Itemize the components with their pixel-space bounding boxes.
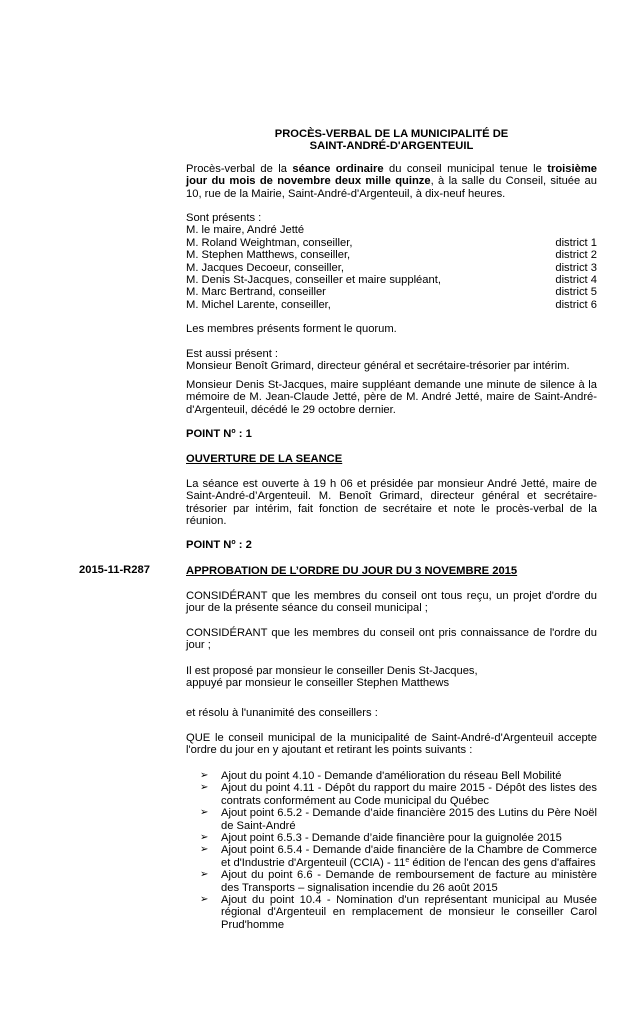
agenda-change-text: Ajout du point 4.10 - Demande d'amélioration du réseau Bell Mobilité [221, 770, 562, 782]
title-line-1: PROCÈS-VERBAL DE LA MUNICIPALITÉ DE [274, 128, 509, 140]
point-2-heading: APPROBATION DE L’ORDRE DU JOUR DU 3 NOVEMBRE 2015 [186, 565, 518, 577]
document-title [186, 128, 597, 153]
member-name: M. Denis St-Jacques, conseiller et maire suppléant, [186, 274, 441, 287]
seconded-by: appuyé par monsieur le conseiller Stephen Matthews [186, 677, 450, 690]
present-heading: Sont présents : [186, 212, 262, 224]
agenda-change-text: Ajout point 6.5.3 - Demande d’aide financière pour la guignolée 2015 [221, 832, 562, 845]
bullet-arrow-icon: ➢ [200, 770, 209, 781]
quorum-text: Les membres présents forment le quorum. [186, 323, 397, 335]
intro-text: du conseil municipal tenue le [383, 163, 548, 175]
agenda-change-item [200, 770, 597, 782]
agenda-change-text: Ajout du point 6.6 - Demande de remboursement de facture au ministère des Transports – signalisation incendie du 26 août 2015 [221, 869, 597, 894]
minute-of-silence: Monsieur Denis St-Jacques, maire suppléant demande une minute de silence à la mémoire de M. Jean-Claude Jetté, père de M. André Jetté, maire de Saint-André-d'Argenteuil, décédé le 29 octobre dernier. [186, 379, 597, 416]
point-1-heading: OUVERTURE DE LA SEANCE [186, 453, 343, 465]
member-district: district 2 [555, 249, 597, 262]
intro-text: , à la salle du Conseil, située au 10, rue de la Mairie, Saint-André-d'Argenteuil, à dix-neuf heures. [186, 175, 597, 200]
considerant-1: CONSIDÉRANT que les membres du conseil ont tous reçu, un projet d'ordre du jour de la présente séance du conseil municipal ; [186, 590, 597, 615]
also-present [186, 348, 597, 373]
intro-bold-date: troisième jour du mois de novembre deux mille quinze [186, 163, 597, 188]
point-label-number: : 1 [235, 428, 252, 440]
member-name: M. Stephen Matthews, conseiller, [186, 249, 351, 262]
present-list [186, 212, 597, 311]
also-present-text: Monsieur Benoît Grimard, directeur général et secrétaire-trésorier par intérim. [186, 360, 570, 373]
member-row [186, 262, 597, 274]
point-label-text: POINT N [186, 539, 232, 551]
member-district: district 5 [555, 286, 597, 299]
agenda-change-item [200, 832, 597, 844]
agenda-change-text: Ajout du point 4.11 - Dépôt du rapport du maire 2015 - Dépôt des listes des contrats conformément au Code municipal du Québec [221, 782, 597, 807]
bullet-arrow-icon: ➢ [200, 894, 209, 906]
agenda-change-item [200, 894, 597, 931]
member-district: district 3 [555, 261, 597, 274]
member-row [186, 249, 597, 261]
agenda-change-text: Ajout point 6.5.2 - Demande d’aide financière 2015 des Lutins du Père Noël de Saint-André [221, 807, 597, 832]
point-label-sup: o [231, 428, 236, 435]
member-district: district 4 [555, 274, 597, 287]
point-label-text: POINT N [186, 428, 232, 440]
member-name: M. Marc Bertrand, conseiller [186, 286, 326, 299]
point-2-label [186, 539, 597, 551]
point-label-number: : 2 [235, 539, 252, 551]
member-name: M. Roland Weightman, conseiller, [186, 236, 353, 249]
considerant-2: CONSIDÉRANT que les membres du conseil ont pris connaissance de l'ordre du jour ; [186, 627, 597, 652]
intro-paragraph [186, 163, 597, 200]
agenda-change-item [200, 844, 597, 869]
intro-text: Procès-verbal de la [186, 163, 293, 175]
que-resolution: QUE le conseil municipal de la municipalité de Saint-André-d'Argenteuil accepte l'ordre du jour en y ajoutant et retirant les points suivants : [186, 732, 597, 757]
bullet-arrow-icon: ➢ [200, 807, 209, 819]
member-name: M. Michel Larente, conseiller, [186, 298, 331, 311]
intro-bold-seance: séance ordinaire [292, 163, 384, 175]
resolved-unanimously: et résolu à l'unanimité des conseillers : [186, 707, 378, 719]
bullet-arrow-icon: ➢ [200, 832, 209, 844]
proposed-by: Il est proposé par monsieur le conseiller Denis St-Jacques, [186, 665, 478, 677]
member-district: district 1 [555, 236, 597, 249]
motion [186, 665, 597, 690]
member-row [186, 286, 597, 298]
bullet-arrow-icon: ➢ [200, 844, 209, 856]
member-name: M. Jacques Decoeur, conseiller, [186, 261, 344, 274]
member-row [186, 237, 597, 249]
agenda-change-text: Ajout point 6.5.4 - Demande d'aide financière de la Chambre de Commerce et d'Industrie d'Argenteuil (CCIA) - 11e édition de l'encan des gens d'affaires [221, 844, 597, 869]
agenda-change-text: Ajout du point 10.4 - Nomination d'un représentant municipal au Musée régional d'Argenteuil en remplacement de monsieur le conseiller Carol Prud'homme [221, 894, 597, 931]
member-row [186, 299, 597, 311]
members-list [186, 237, 597, 311]
member-district: district 6 [555, 298, 597, 311]
agenda-change-item [200, 782, 597, 807]
agenda-changes-list [200, 770, 597, 931]
point-1-label [186, 428, 597, 440]
title-line-2: SAINT-ANDRÉ-D'ARGENTEUIL [309, 140, 474, 153]
member-row [186, 274, 597, 286]
agenda-change-item [200, 869, 597, 894]
bullet-arrow-icon: ➢ [200, 782, 209, 794]
present-mayor: M. le maire, André Jetté [186, 224, 305, 237]
point-label-sup: o [231, 539, 236, 546]
agenda-change-item [200, 807, 597, 832]
also-present-heading: Est aussi présent : [186, 348, 279, 360]
resolution-number: 2015-11-R287 [79, 564, 150, 576]
bullet-arrow-icon: ➢ [200, 869, 209, 881]
point-1-text: La séance est ouverte à 19 h 06 et présidée par monsieur André Jetté, maire de Saint-André-d’Argenteuil. M. Benoît Grimard, directeur général et secrétaire-trésorier par intérim, fait fonction de secrétaire et note le procès-verbal de la réunion. [186, 478, 597, 528]
